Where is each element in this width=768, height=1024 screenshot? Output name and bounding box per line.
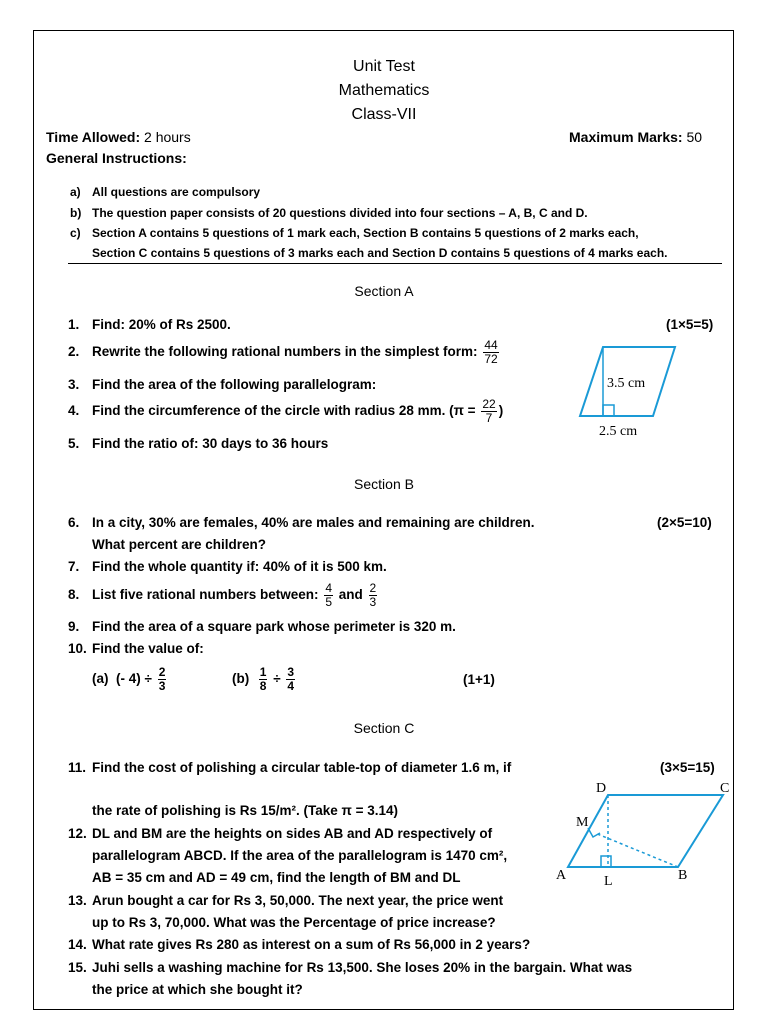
question-11: 11. Find the cost of polishing a circular table-top of diameter 1.6 m, if: [68, 760, 512, 775]
question-14: 14. What rate gives Rs 280 as interest on a sum of Rs 56,000 in 2 years?: [68, 937, 531, 952]
fraction: $\frac{1}{8}$: [259, 665, 267, 693]
question-11-continued: the rate of polishing is Rs 15/m². (Take π = 3.14): [92, 803, 399, 818]
instruction-item: c) Section A contains 5 questions of 1 mark each, Section B contains 5 questions of 2 marks each,: [70, 226, 639, 240]
test-title: Unit Test: [353, 58, 415, 75]
parallelogram-abcd-figure: [550, 778, 735, 890]
section-c-marks: (3×5=15): [660, 760, 715, 775]
section-a-marks: (1×5=5): [666, 317, 714, 332]
question-1: 1. Find: 20% of Rs 2500.: [68, 317, 231, 332]
fraction: $\frac{2}{3}$: [369, 581, 377, 609]
vertex-a-label: A: [556, 868, 567, 883]
vertex-d-label: D: [596, 781, 607, 796]
question-12: 12. DL and BM are the heights on sides AB and AD respectively of: [68, 826, 493, 841]
parallelogram-abcd-shape: [568, 795, 723, 867]
question-5: 5. Find the ratio of: 30 days to 36 hours: [68, 436, 329, 451]
question-4: 4. Find the circumference of the circle with radius 28 mm. (π = $\frac{22}{7}$ ): [68, 397, 504, 425]
fraction: $\frac{3}{4}$: [287, 665, 295, 693]
fraction: $\frac{2}{3}$: [158, 665, 166, 693]
instruction-item: Section C contains 5 questions of 3 marks each and Section D contains 5 questions of 4 marks each.: [92, 246, 668, 260]
question-10-part-b: (b) $\frac{1}{8}$ ÷ $\frac{3}{4}$: [232, 665, 295, 693]
maximum-marks: [569, 129, 702, 145]
question-2: 2. Rewrite the following rational numbers in the simplest form: $\frac{44}{72}$: [68, 338, 498, 366]
fraction: $\frac{44}{72}$: [484, 338, 498, 366]
time-allowed-value: 2 hours: [144, 129, 191, 145]
section-b-title: Section B: [354, 476, 414, 492]
height-label: 3.5 cm: [607, 376, 646, 391]
question-8: 8. List five rational numbers between: $\frac{4}{5}$ and $\frac{2}{3}$: [68, 581, 377, 609]
maximum-marks-value: 50: [686, 129, 703, 145]
section-c-title: Section C: [353, 720, 415, 736]
question-12-continued: AB = 35 cm and AD = 49 cm, find the length of BM and DL: [92, 870, 461, 885]
question-10-marks: (1+1): [463, 672, 495, 687]
question-6: 6. In a city, 30% are females, 40% are males and remaining are children.: [68, 515, 535, 530]
time-allowed: [46, 129, 191, 145]
question-7: 7. Find the whole quantity if: 40% of it is 500 km.: [68, 559, 387, 574]
subject-title: Mathematics: [338, 82, 430, 99]
instruction-item: a) All questions are compulsory: [70, 185, 261, 199]
fraction: $\frac{4}{5}$: [325, 581, 332, 609]
instructions-title: General Instructions:: [46, 150, 187, 166]
question-10-part-a: (a) (- 4) ÷ $\frac{2}{3}$: [92, 665, 166, 693]
right-angle-mark-l: [601, 856, 611, 867]
base-label: 2.5 cm: [599, 424, 638, 439]
question-10: 10. Find the value of:: [68, 641, 204, 656]
section-a-title: Section A: [354, 283, 414, 299]
class-title: Class-VII: [351, 106, 417, 123]
question-6-continued: What percent are children?: [92, 537, 267, 552]
maximum-marks-label: Maximum Marks:: [569, 129, 683, 145]
question-12-continued: parallelogram ABCD. If the area of the parallelogram is 1470 cm²,: [92, 848, 508, 863]
question-15: 15. Juhi sells a washing machine for Rs 13,500. She loses 20% in the bargain. What was: [68, 960, 633, 975]
question-13: 13. Arun bought a car for Rs 3, 50,000. The next year, the price went: [68, 893, 504, 908]
fraction: $\frac{22}{7}$: [482, 397, 496, 425]
right-angle-mark: [603, 405, 614, 416]
question-13-continued: up to Rs 3, 70,000. What was the Percentage of price increase?: [92, 915, 496, 930]
question-3: 3. Find the area of the following parallelogram:: [68, 377, 377, 392]
question-9: 9. Find the area of a square park whose perimeter is 320 m.: [68, 619, 456, 634]
section-b-marks: (2×5=10): [657, 515, 712, 530]
time-allowed-label: Time Allowed:: [46, 129, 141, 145]
question-15-continued: the price at which she bought it?: [92, 982, 303, 997]
instructions-divider: [68, 263, 722, 264]
point-l-label: L: [604, 874, 613, 889]
point-m-label: M: [576, 815, 589, 830]
parallelogram-figure: [575, 342, 685, 440]
vertex-c-label: C: [720, 781, 730, 796]
instruction-item: b) The question paper consists of 20 questions divided into four sections – A, B, C and D.: [70, 206, 588, 220]
vertex-b-label: B: [678, 868, 688, 883]
